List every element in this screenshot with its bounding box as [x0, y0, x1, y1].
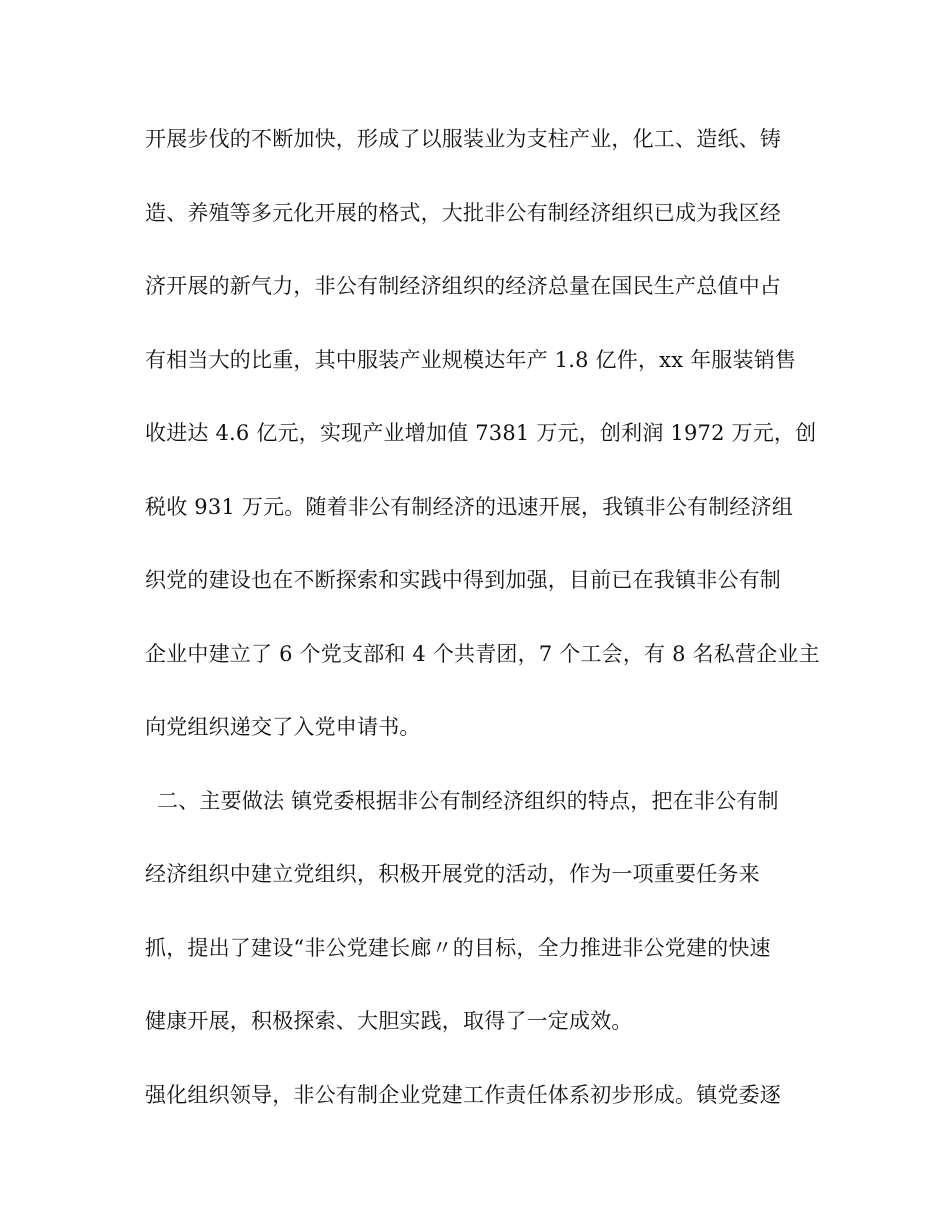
text-line: 强化组织领导，非公有制企业党建工作责任体系初步形成。镇党委逐: [145, 1082, 781, 1107]
text-line: 织党的建设也在不断探索和实践中得到加强，目前已在我镇非公有制: [145, 568, 781, 592]
text-line: 造、养殖等多元化开展的格式，大批非公有制经济组织已成为我区经: [145, 200, 781, 225]
text-line: 向党组织递交了入党申请书。: [145, 715, 421, 739]
text-line: 有相当大的比重，其中服装产业规模达年产 1.8 亿件，xx 年服装销售: [145, 347, 797, 372]
text-line: 收进达 4.6 亿元，实现产业增加值 7381 万元，创利润 1972 万元，创: [145, 421, 817, 445]
text-line: 税收 931 万元。随着非公有制经济的迅速开展，我镇非公有制经济组: [145, 494, 794, 519]
text-line: 开展步伐的不断加快，形成了以服装业为支柱产业，化工、造纸、铸: [145, 127, 781, 151]
text-line: 经济组织中建立党组织，积极开展党的活动，作为一项重要任务来: [145, 862, 760, 886]
text-line: 抓，提出了建设“非公党建长廊〃的目标，全力推进非公党建的快速: [145, 935, 771, 960]
text-line: 健康开展，积极探索、大胆实践，取得了一定成效。: [145, 1009, 633, 1033]
section-heading-line: 二、主要做法 镇党委根据非公有制经济组织的特点，把在非公有制: [157, 788, 779, 813]
text-line: 济开展的新气力，非公有制经济组织的经济总量在国民生产总值中占: [145, 274, 781, 298]
text-line: 企业中建立了 6 个党支部和 4 个共青团，7 个工会，有 8 名私营企业主: [145, 641, 820, 666]
body-text: [145, 118, 820, 1147]
